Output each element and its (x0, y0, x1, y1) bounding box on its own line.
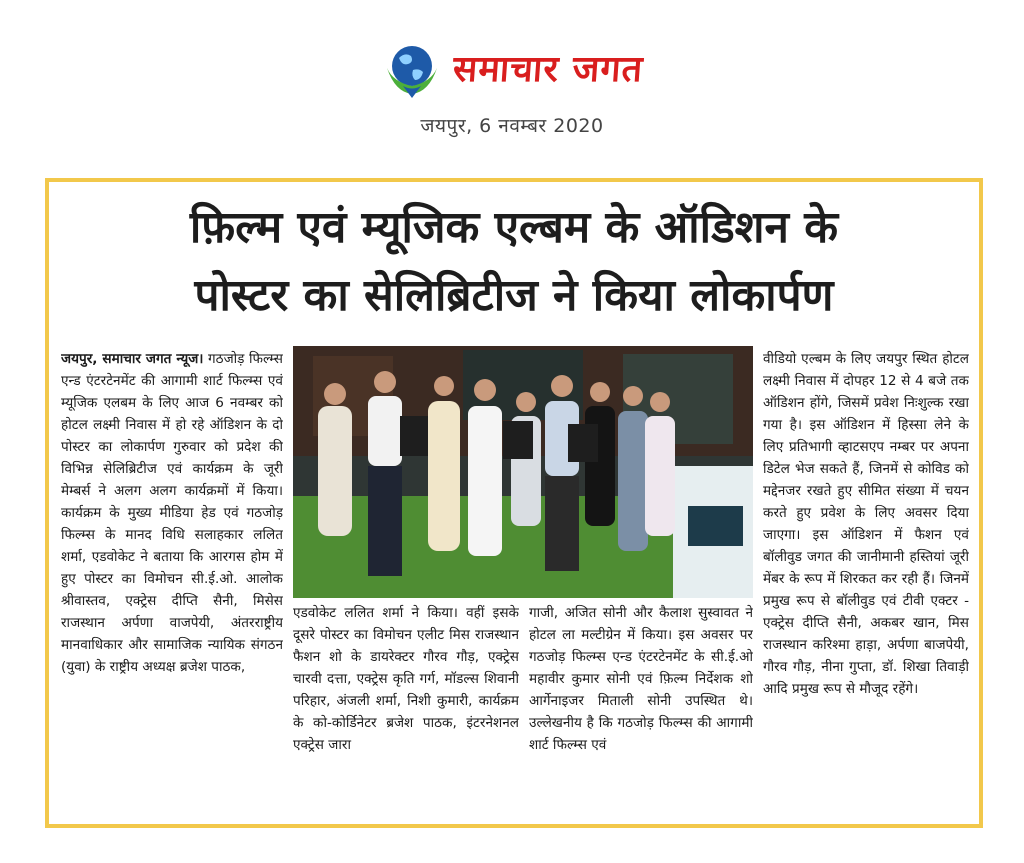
article-column-3: गाजी, अजित सोनी और कैलाश सुस्वावत ने होटल ला मल्टीग्रेन में किया। इस अवसर पर गठजोड़ फिल्म्स एन्ड एंटरटेनमेंट के सी.ई.ओ महावीर कुमार सोनी एवं फ़िल्म निर्देशक शो आर्गेनाइजर मिताली सोनी उपस्थित थे। उल्लेखनीय है कि गठजोड़ फिल्म्स की आगामी शार्ट फिल्म्स एवं (529, 605, 753, 753)
paper-name: समाचार जगत (451, 49, 645, 90)
headline (49, 194, 979, 330)
article-column-4: वीडियो एल्बम के लिए जयपुर स्थित होटल लक्ष्मी निवास में दोपहर 12 से 4 बजे तक ऑडिशन होंगे, जिसमें प्रवेश निःशुल्क रखा गया है। इस ऑडिशन में हिस्सा लेने के लिए प्रतिभागी व्हाटसएप नम्बर पर अपना डिटेल भेज सकते हैं, जिनमें से कोविड को मद्देनजर रखते हुए सीमित संख्या में चयन करते हुए प्रवेश के लिए अवसर दिया जाएगा। इस ऑडिशन में फैशन एवं बॉलीवुड जगत की जानीमानी हस्तियां जूरी मेंबर के रूप में शिरकत कर रही हैं। जिनमें प्रमुख रूप से बॉलीवुड एवं टीवी एक्टर - एक्ट्रेस दीप्ति सैनी, अकबर खान, मिस राजस्थान करिश्मा हाड़ा, अर्पणा बाजपेयी, गौरव गौड़, नीना गुप्ता, डॉ. शिखा तिवाड़ी आदि प्रमुख रूप से मौजूद रहेंगे। (763, 351, 969, 697)
column-1-text: गठजोड़ फिल्म्स एन्ड एंटरटेनमेंट की आगामी शार्ट फिल्म्स एवं म्यूजिक एलबम के लिए आज 6 नवम्बर को होटल लक्ष्मी निवास में हो रहे ऑडिशन के दो पोस्टर का लोकार्पण गुरुवार को प्रदेश की विभिन्न सेलिब्रिटीज एवं कार्यक्रम के जूरी मेम्बर्स ने अलग अलग कार्यक्रमों में किया। कार्यक्रम के मुख्य मीडिया हेड एवं गठजोड़ फिल्म्स के मानद विधि सलाहकार ललित शर्मा, एडवोकेट ने बताया कि आरगस होम में हुए पोस्टर का विमोचन सी.ई.ओ. आलोक श्रीवास्तव, एक्ट्रेस दीप्ति सैनी, मिसेस राजस्थान अर्पणा वाजपेयी, अंतरराष्ट्रीय मानवाधिकार और सामाजिक न्यायिक संगठन (युवा) के राष्ट्रीय अध्यक्ष ब्रजेश पाठक, (61, 351, 283, 675)
article-column-1 (61, 348, 283, 816)
article-column-2: एडवोकेट ललित शर्मा ने किया। वहीं इसके दूसरे पोस्टर का विमोचन एलीट मिस राजस्थान फैशन शो के डायरेक्टर गौरव गौड़, एक्ट्रेस चारवी दत्ता, एक्ट्रेस कृति गर्ग, मॉडल्स शिवानी परिहार, अंजली शर्मा, निशी कुमारी, कार्यक्रम के को-कोर्डिनेटर ब्रजेश पाठक, इंटरनेशनल एक्ट्रेस जारा (293, 605, 519, 753)
article-frame (45, 178, 983, 828)
globe-logo-icon (381, 40, 443, 100)
byline: जयपुर, समाचार जगत न्यूज। (61, 351, 204, 367)
headline-line-1: फ़िल्म एवं म्यूजिक एल्बम के ऑडिशन के (189, 202, 839, 253)
group-photo (293, 346, 753, 598)
dateline: जयपुर, 6 नवम्बर 2020 (420, 115, 604, 137)
masthead (0, 40, 1024, 100)
group-photo-illustration (293, 346, 753, 598)
headline-line-2: पोस्टर का सेलिब्रिटीज ने किया लोकार्पण (194, 270, 834, 321)
